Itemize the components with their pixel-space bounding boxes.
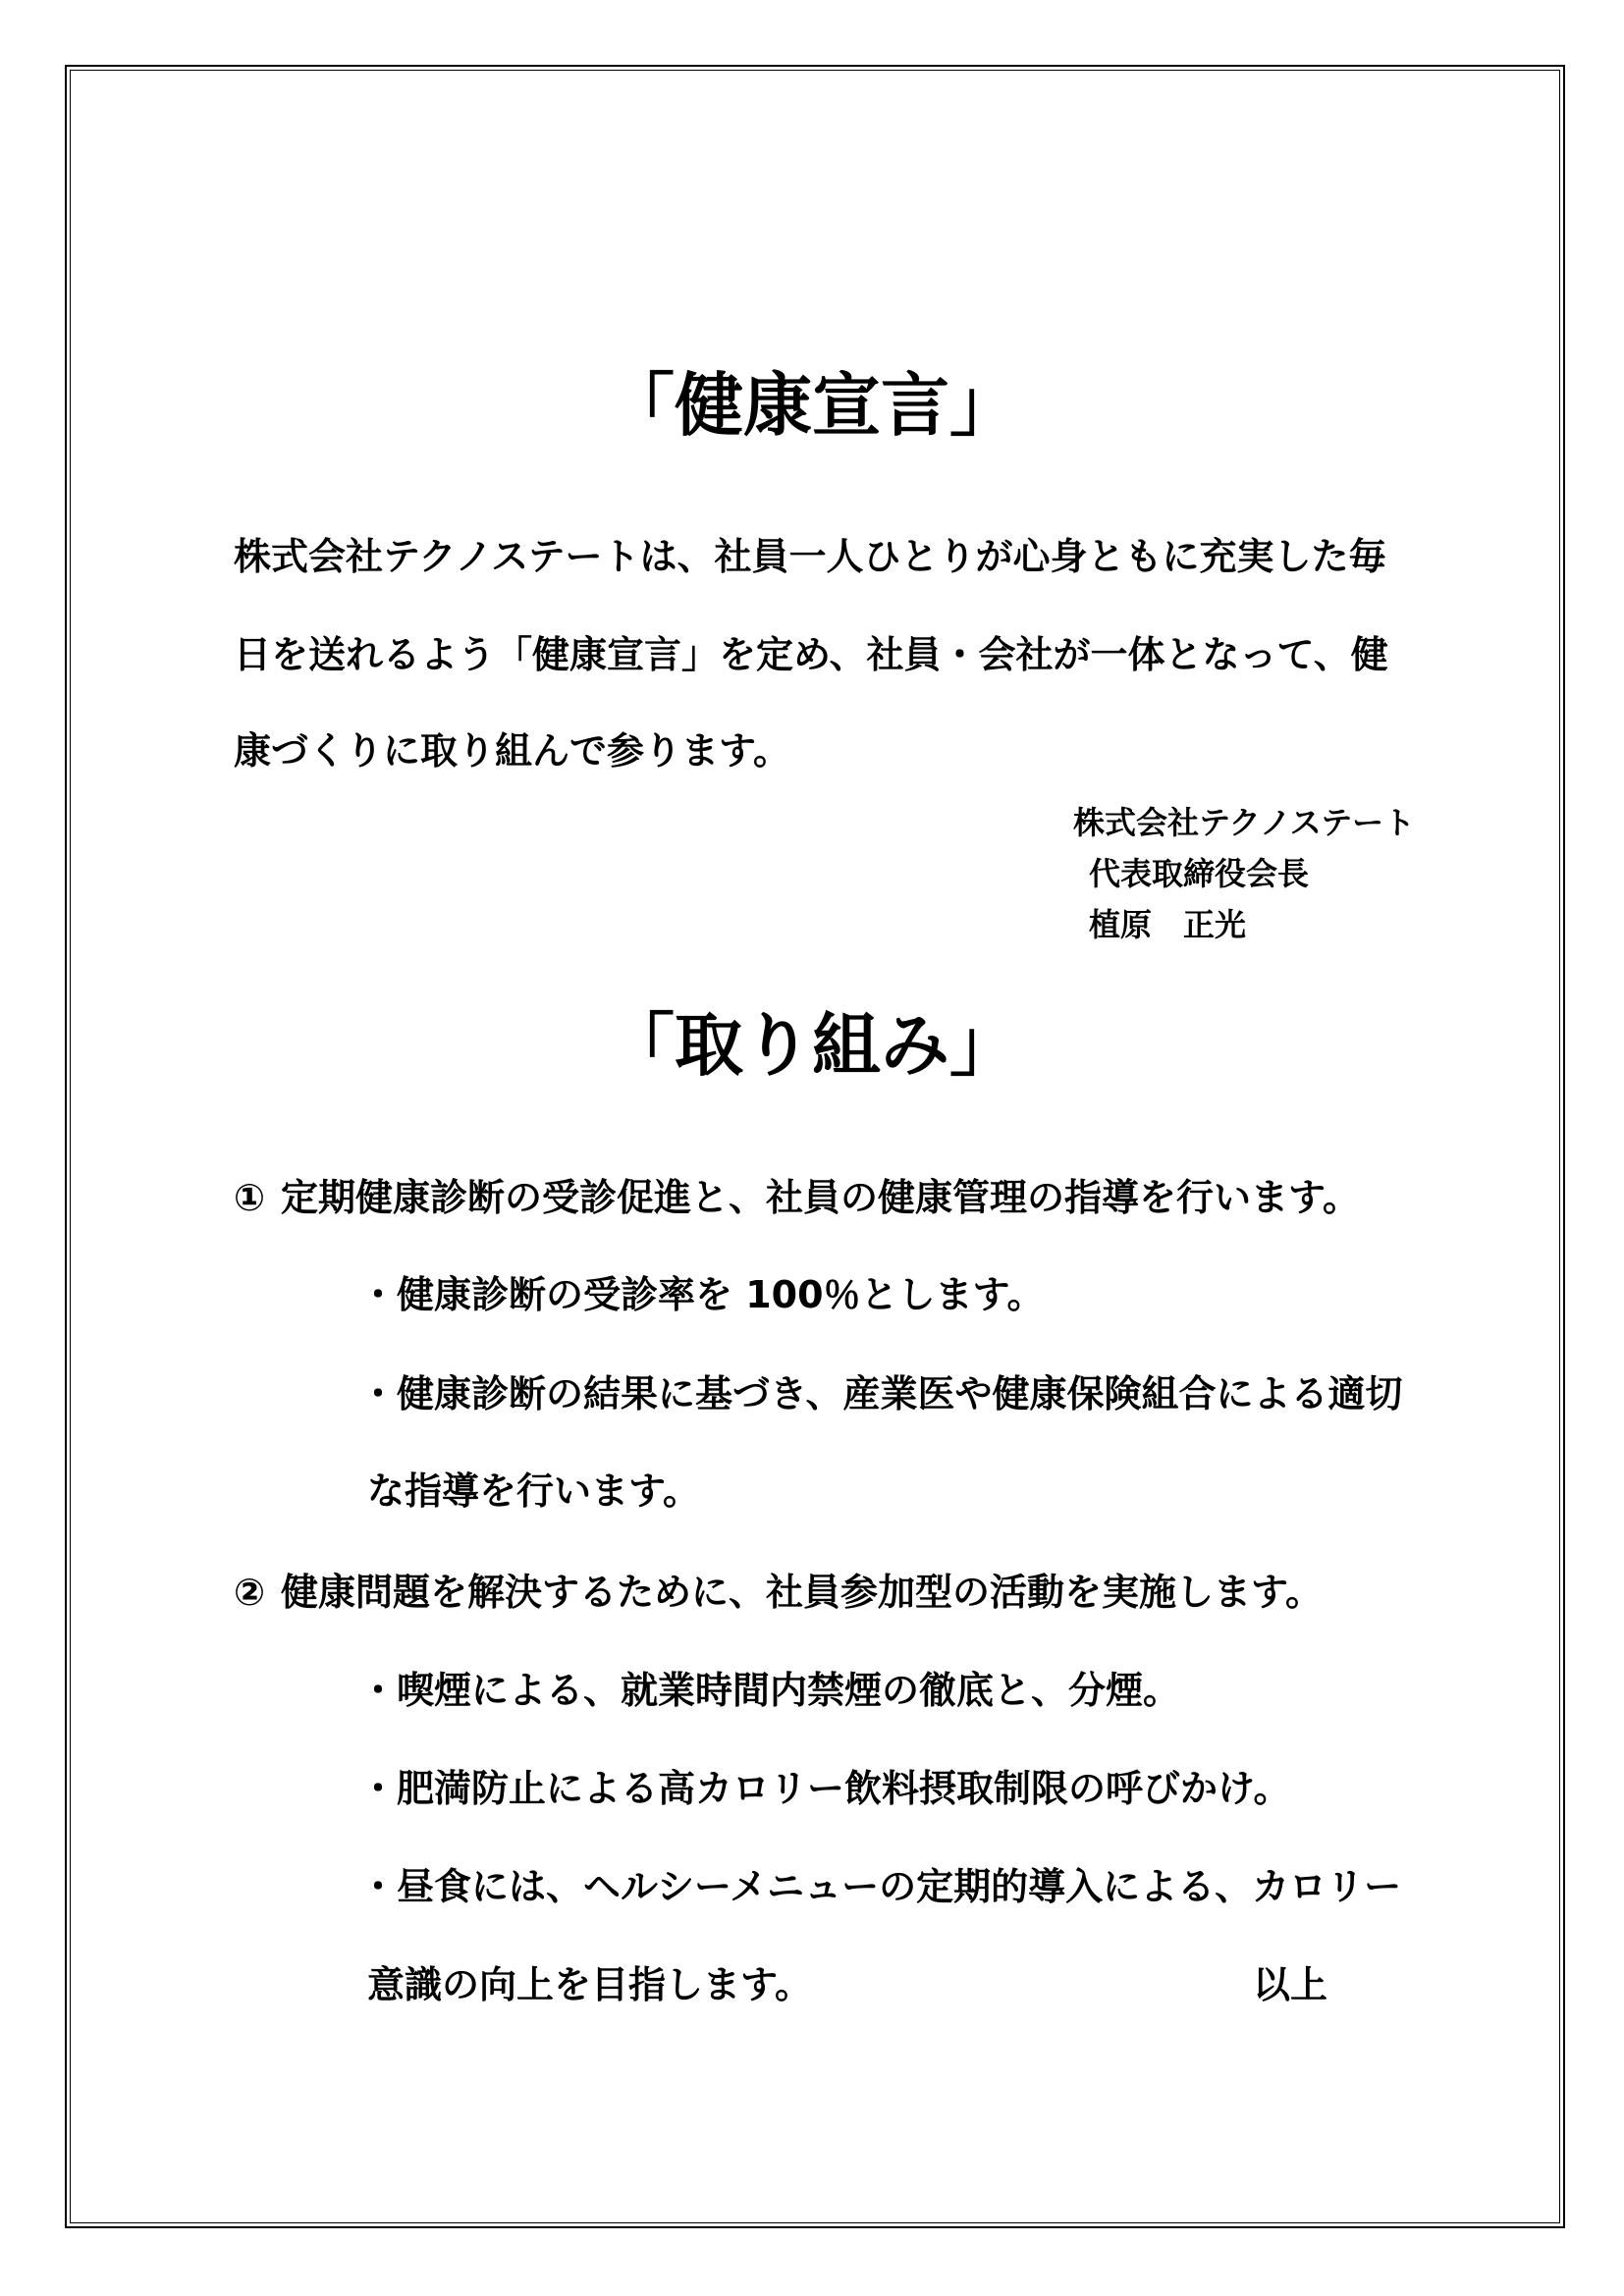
initiative-subitem: ・昼食には、ヘルシーメニューの定期的導入による、カロリー [359,1865,1402,1908]
item-text: 定期健康診断の受診促進と、社員の健康管理の指導を行います。 [281,1176,1360,1219]
initiatives-heading: 「取り組み」 [606,1005,1018,1086]
item-number: ① [234,1176,266,1219]
intro-line-2: 日を送れるよう「健康宣言」を定め、社員・会社が一体となって、健 [234,633,1388,676]
initiative-subitem: 意識の向上を目指します。 [367,1963,812,2006]
intro-line-3: 康づくりに取り組んで参ります。 [234,729,790,773]
initiative-subitem: ・健康診断の結果に基づき、産業医や健康保険組合による適切 [359,1372,1403,1415]
signature-company: 株式会社テクノステート [1073,804,1416,841]
item-text: 健康問題を解決するために、社員参加型の活動を実施します。 [281,1571,1323,1614]
signature-name: 植原 正光 [1089,906,1247,943]
signature-title: 代表取締役会長 [1089,855,1310,892]
initiative-item-2 [234,1571,1323,1614]
intro-line-1: 株式会社テクノステートは、社員一人ひとりが心身ともに充実した毎 [234,535,1386,578]
initiative-subitem: ・健康診断の受診率を 100％とします。 [359,1273,1045,1316]
initiative-subitem: ・肥満防止による高カロリー飲料摂取制限の呼びかけ。 [359,1767,1291,1810]
item-number: ② [234,1571,266,1614]
closing-text: 以上 [1253,1963,1328,2006]
declaration-heading: 「健康宣言」 [606,365,1018,446]
initiative-subitem: な指導を行います。 [367,1469,700,1513]
initiative-item-1 [234,1176,1360,1219]
initiative-subitem: ・喫煙による、就業時間内禁煙の徹底と、分煙。 [359,1669,1181,1712]
